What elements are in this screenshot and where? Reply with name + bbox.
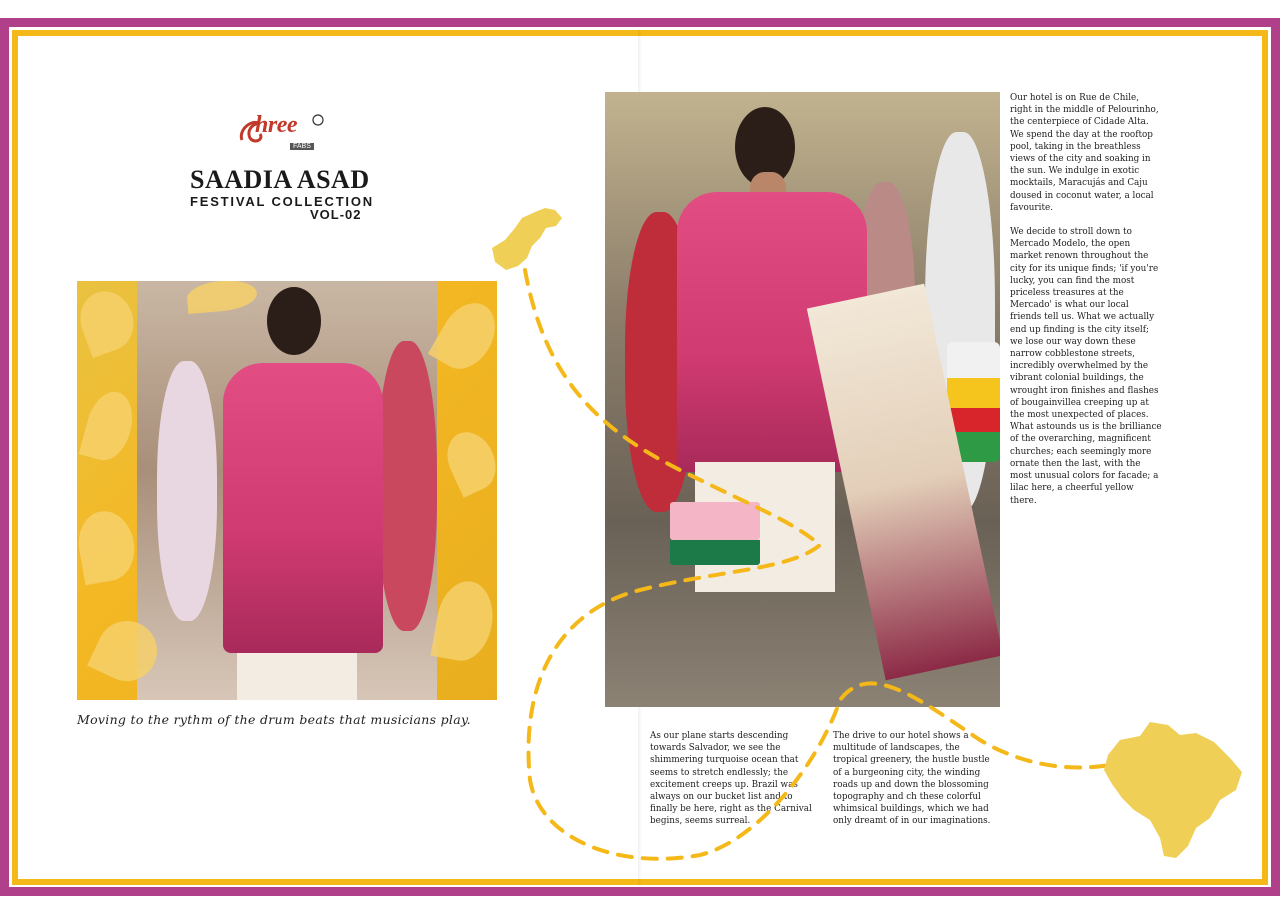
story-column-mid-right	[833, 730, 991, 840]
collection-title: SAADIA ASAD	[190, 165, 370, 194]
paragraph: We decide to stroll down to Mercado Modelo, the open market renown throughout the city for its unique finds; 'if you're lucky, you can find the most priceless treasures at the Mercado' is what our local friends tell us. What we actually end up finding is the city itself; we lose our way down these narrow cobblestone streets, incredibly overwhelmed by the vibrant colonial buildings, the wrought iron finishes and flashes of bougainvillea creeping up at the most unexpected of places. What astounds us is the brilliance of the overarching, magnificent churches; each seemingly more ornate then the last, with the most unusual colors for facade; a lilac here, a cheerful yellow there.	[1010, 227, 1162, 506]
palm-leaf-icon	[77, 507, 140, 585]
white-trousers	[237, 653, 357, 700]
model-photo-right	[605, 92, 1000, 707]
palm-leaf-icon	[77, 284, 142, 358]
paragraph: Our hotel is on Rue de Chile, right in the middle of Pelourinho, the centerpiece of Cidade Alta. We spend the day at the rooftop pool, taking in the breathless views of the city and soaking in the sun. We indulge in exotic mocktails, Maracujás and Caju doused in coconut water, a local favourite.	[1010, 93, 1159, 213]
handbag-bottom	[670, 540, 760, 565]
model-photo-left	[77, 281, 497, 700]
paragraph: The drive to our hotel shows a multitude of landscapes, the tropical greenery, the hustle bustle of a burgeoning city, the winding roads up and down the blossoming topography and ch these colorful whimsical buildings, which we had only dreamt of in our imaginations.	[833, 731, 991, 827]
story-column-right	[1010, 92, 1162, 519]
pink-kurta	[223, 363, 383, 653]
story-column-mid-left	[650, 730, 815, 840]
background-figure	[377, 341, 437, 631]
paragraph: As our plane starts descending towards Salvador, we see the shimmering turquoise ocean that seems to stretch endlessly; the excitement creeps up. Brazil was always on our bucket list and to finally be here, right as the Carnival begins, seems surreal.	[650, 731, 812, 827]
palm-leaf-icon	[428, 293, 497, 379]
handbag-top	[670, 502, 760, 540]
palm-leaf-icon	[430, 577, 497, 665]
palm-leaf-icon	[79, 386, 140, 465]
palm-leaf-icon	[438, 424, 497, 497]
collection-subtitle: FESTIVAL COLLECTION	[190, 194, 374, 209]
background-figure	[157, 361, 217, 621]
photo-caption: Moving to the rythm of the drum beats that musicians play.	[77, 712, 471, 727]
model-head	[267, 287, 321, 355]
logo-wordmark: hree	[255, 112, 297, 138]
logo-subtext: FABS	[290, 143, 314, 150]
collection-volume: VOL-02	[310, 207, 362, 222]
